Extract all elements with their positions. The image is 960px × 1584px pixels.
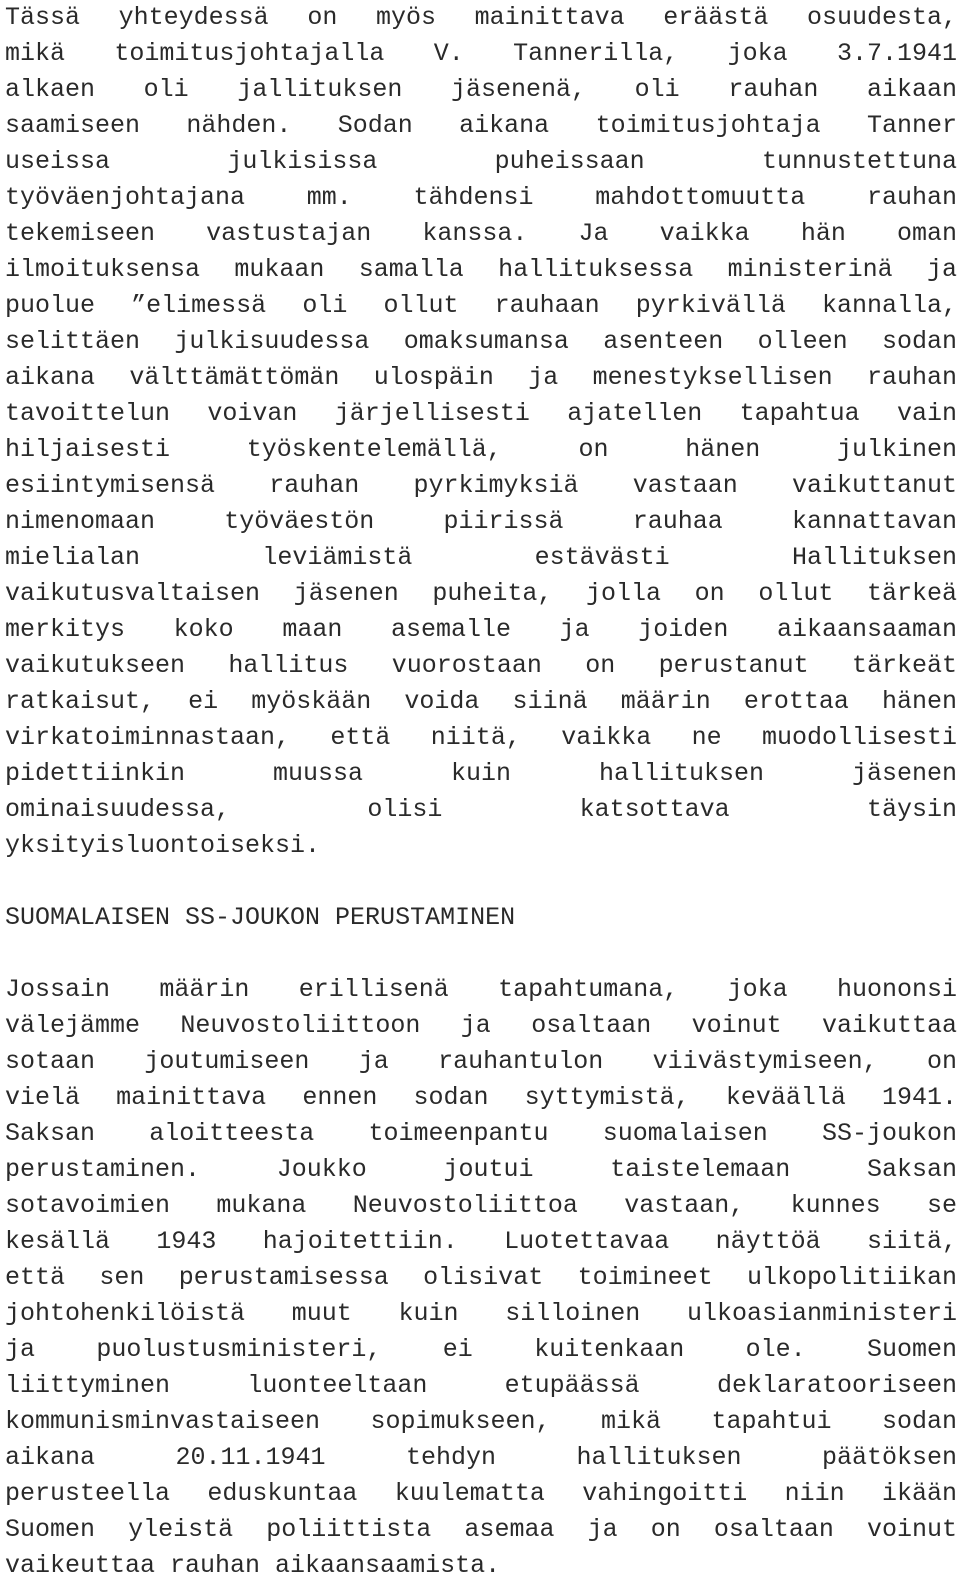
text-line: ominaisuudessa, olisi katsottava täysin (5, 795, 957, 824)
paragraph-ss-joukko (5, 972, 957, 1584)
text-line: puolue ”elimessä oli ollut rauhaan pyrkivällä kannalla, (5, 291, 957, 320)
text-line: että sen perustamisessa olisivat toimineet ulkopolitiikan (5, 1263, 957, 1292)
text-line: vielä mainittava ennen sodan syttymistä, keväällä 1941. (5, 1083, 957, 1112)
text-line: mikä toimitusjohtajalla V. Tannerilla, joka 3.7.1941 (5, 39, 957, 68)
text-line: sotaan joutumiseen ja rauhantulon viivästymiseen, on (5, 1047, 957, 1076)
text-line: välejämme Neuvostoliittoon ja osaltaan voinut vaikuttaa (5, 1011, 957, 1040)
text-line: aikana 20.11.1941 tehdyn hallituksen päätöksen (5, 1443, 957, 1472)
text-line: Saksan aloitteesta toimeenpantu suomalaisen SS-joukon (5, 1119, 957, 1148)
text-line: aikana välttämättömän ulospäin ja menestyksellisen rauhan (5, 363, 957, 392)
text-line: useissa julkisissa puheissaan tunnustettuna (5, 147, 957, 176)
text-line: yksityisluontoiseksi. (5, 831, 321, 860)
text-line: Jossain määrin erillisenä tapahtumana, joka huononsi (5, 975, 957, 1004)
text-line: selittäen julkisuudessa omaksumansa asenteen olleen sodan (5, 327, 957, 356)
text-line: Tässä yhteydessä on myös mainittava eräästä osuudesta, (5, 3, 957, 32)
section-heading: SUOMALAISEN SS-JOUKON PERUSTAMINEN (5, 903, 516, 932)
text-line: ja puolustusministeri, ei kuitenkaan ole. Suomen (5, 1335, 957, 1364)
text-line: perusteella eduskuntaa kuulematta vahingoitti niin ikään (5, 1479, 957, 1508)
text-line: sotavoimien mukana Neuvostoliittoa vastaan, kunnes se (5, 1191, 957, 1220)
text-line: ratkaisut, ei myöskään voida siinä määrin erottaa hänen (5, 687, 957, 716)
text-line: virkatoiminnastaan, että niitä, vaikka ne muodollisesti (5, 723, 957, 752)
paragraph-tanner (5, 0, 957, 864)
text-line: vaikeuttaa rauhan aikaansaamista. (5, 1551, 501, 1580)
text-line: merkitys koko maan asemalle ja joiden aikaansaaman (5, 615, 957, 644)
text-line: Suomen yleistä poliittista asemaa ja on osaltaan voinut (5, 1515, 957, 1544)
text-line: kesällä 1943 hajoitettiin. Luotettavaa näyttöä siitä, (5, 1227, 957, 1256)
text-line: ilmoituksensa mukaan samalla hallituksessa ministerinä ja (5, 255, 957, 284)
text-line: vaikutusvaltaisen jäsenen puheita, jolla on ollut tärkeä (5, 579, 957, 608)
text-line: nimenomaan työväestön piirissä rauhaa kannattavan (5, 507, 957, 536)
text-line: johtohenkilöistä muut kuin silloinen ulkoasianministeri (5, 1299, 957, 1328)
text-line: kommunisminvastaiseen sopimukseen, mikä tapahtui sodan (5, 1407, 957, 1436)
text-line: tekemiseen vastustajan kanssa. Ja vaikka hän oman (5, 219, 957, 248)
text-line: vaikutukseen hallitus vuorostaan on perustanut tärkeät (5, 651, 957, 680)
text-line: esiintymisensä rauhan pyrkimyksiä vastaan vaikuttanut (5, 471, 957, 500)
text-line: alkaen oli jallituksen jäsenenä, oli rauhan aikaan (5, 75, 957, 104)
text-line: tavoittelun voivan järjellisesti ajatellen tapahtua vain (5, 399, 957, 428)
document-page (5, 0, 957, 1584)
text-line: mielialan leviämistä estävästi Hallituksen (5, 543, 957, 572)
text-line: saamiseen nähden. Sodan aikana toimitusjohtaja Tanner (5, 111, 957, 140)
text-line: perustaminen. Joukko joutui taistelemaan Saksan (5, 1155, 957, 1184)
text-line: pidettiinkin muussa kuin hallituksen jäsenen (5, 759, 957, 788)
text-line: työväenjohtajana mm. tähdensi mahdottomuutta rauhan (5, 183, 957, 212)
text-line: hiljaisesti työskentelemällä, on hänen julkinen (5, 435, 957, 464)
text-line: liittyminen luonteeltaan etupäässä deklaratooriseen (5, 1371, 957, 1400)
